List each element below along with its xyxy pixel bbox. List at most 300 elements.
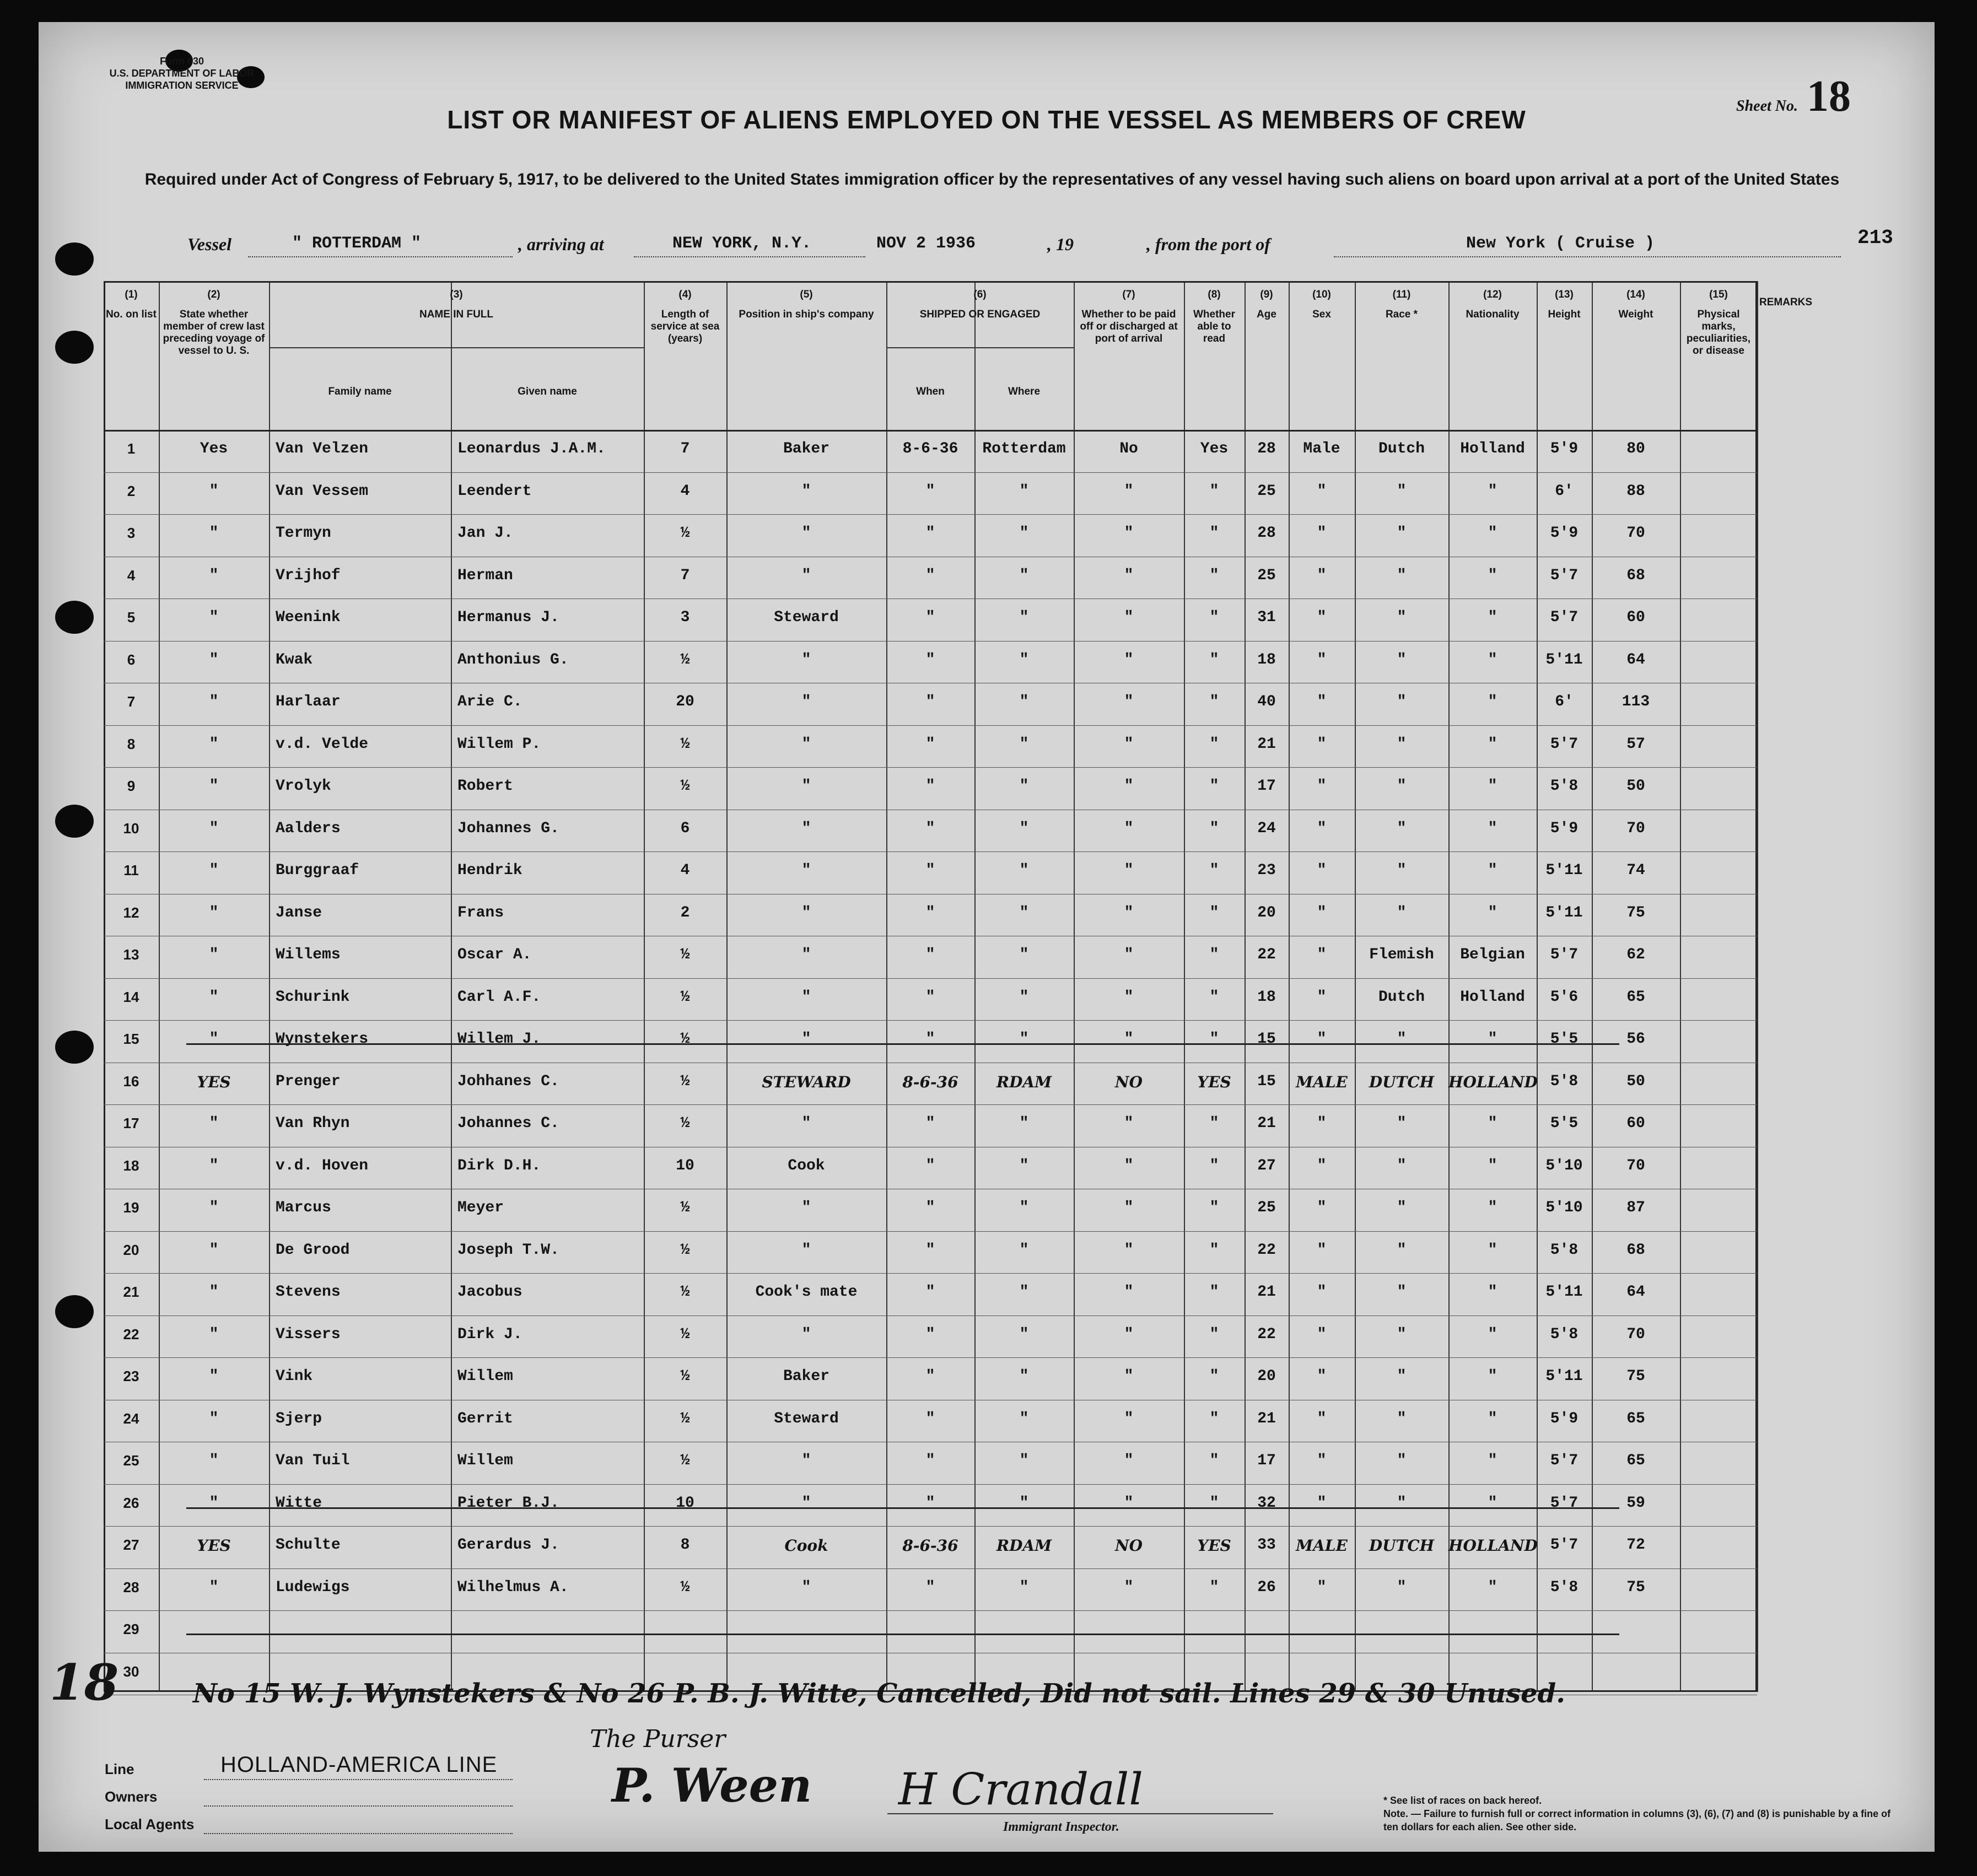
cell-position: " xyxy=(801,946,811,964)
cell-given: Dirk J. xyxy=(457,1325,522,1343)
cell-where: " xyxy=(1019,1031,1029,1048)
cell-service: ½ xyxy=(680,1284,690,1301)
punch-hole xyxy=(55,601,94,634)
cell-race: DUTCH xyxy=(1369,1537,1435,1555)
cell-given: Leendert xyxy=(457,482,532,500)
cell-read: " xyxy=(1209,525,1219,542)
cell-weight: 65 xyxy=(1626,1410,1645,1427)
cell-paid-off: " xyxy=(1124,1199,1134,1217)
cell-given: Johannes G. xyxy=(457,820,559,837)
cell-service: 2 xyxy=(680,904,690,921)
cell-race: " xyxy=(1397,1578,1407,1596)
cell-nationality: " xyxy=(1488,904,1497,921)
cell-family: Kwak xyxy=(276,651,313,669)
cell-weight: 60 xyxy=(1626,609,1645,627)
column-number: (10) xyxy=(1312,289,1331,300)
cell-no: 26 xyxy=(123,1494,139,1511)
cell-height: 5'8 xyxy=(1550,1072,1579,1090)
cell-weight: 50 xyxy=(1626,1072,1645,1090)
cell-sex: " xyxy=(1317,1284,1327,1301)
cell-given: Gerardus J. xyxy=(457,1537,559,1554)
cell-sex: " xyxy=(1317,988,1327,1006)
cell-read: " xyxy=(1209,1157,1219,1174)
cell-where: " xyxy=(1019,1241,1029,1259)
table-row xyxy=(104,936,1757,978)
cell-where: " xyxy=(1019,1452,1029,1470)
cell-read: Yes xyxy=(1200,440,1229,458)
cell-when: " xyxy=(925,609,935,627)
cell-height: 5'11 xyxy=(1545,904,1583,921)
cell-where: " xyxy=(1019,1284,1029,1301)
cell-sex: " xyxy=(1317,525,1327,542)
cell-height: 5'8 xyxy=(1550,1241,1579,1259)
table-row xyxy=(104,1610,1757,1653)
cell-service: ½ xyxy=(680,1115,690,1133)
cell-position: " xyxy=(801,651,811,669)
cell-weight: 87 xyxy=(1626,1199,1645,1217)
cell-position: Baker xyxy=(783,440,829,458)
subheader-rule xyxy=(886,347,1074,348)
cell-position: Cook xyxy=(784,1537,828,1555)
cell-family: Vink xyxy=(276,1368,313,1386)
cell-nationality: " xyxy=(1488,820,1497,837)
manifest-sheet xyxy=(39,22,1935,1852)
cell-nationality: " xyxy=(1488,651,1497,669)
cell-given: Pieter B.J. xyxy=(457,1494,559,1512)
cell-given: Meyer xyxy=(457,1199,504,1217)
cell-position: " xyxy=(801,735,811,753)
cell-read: YES xyxy=(1197,1072,1231,1091)
cell-no: 25 xyxy=(123,1452,139,1469)
cell-height: 5'7 xyxy=(1550,609,1579,627)
cell-when: " xyxy=(925,1241,935,1259)
penalty-footnote: Note. — Failure to furnish full or correct information in columns (3), (6), (7) and (8) is punishable by a fine of ten dollars for each alien. See other side. xyxy=(1383,1808,1891,1832)
cell-prev: " xyxy=(209,1368,219,1386)
column-rule xyxy=(1757,281,1758,1692)
cell-prev: " xyxy=(209,1284,219,1301)
cell-paid-off: " xyxy=(1124,567,1134,584)
voyage-line xyxy=(187,227,1896,262)
cell-sex: " xyxy=(1317,482,1327,500)
subheader-rule xyxy=(269,347,644,348)
column-header-9 xyxy=(1245,289,1289,321)
cell-paid-off: " xyxy=(1124,1284,1134,1301)
cell-nationality: " xyxy=(1488,1452,1497,1470)
arrival-date: NOV 2 1936 xyxy=(876,234,976,253)
cell-race: DUTCH xyxy=(1369,1072,1435,1091)
cell-paid-off: " xyxy=(1124,1115,1134,1133)
cell-read: " xyxy=(1209,1115,1219,1133)
cell-sex: " xyxy=(1317,1199,1327,1217)
local-agents-label: Local Agents xyxy=(105,1816,195,1832)
cell-prev: " xyxy=(209,1325,219,1343)
cell-family: Wynstekers xyxy=(276,1031,369,1048)
cell-position: " xyxy=(801,904,811,921)
cell-given: Hermanus J. xyxy=(457,609,559,627)
cell-where: " xyxy=(1019,609,1029,627)
cell-read: " xyxy=(1209,1284,1219,1301)
cell-position: " xyxy=(801,525,811,542)
cell-position: " xyxy=(801,567,811,584)
cell-where: " xyxy=(1019,1115,1029,1133)
cell-no: 10 xyxy=(123,820,139,837)
page-subtitle: Required under Act of Congress of February 5, 1917, to be delivered to the United States immigration officer by the representatives of any vessel having such aliens on board upon arrival at a port of the United States xyxy=(144,170,1840,188)
cell-paid-off: " xyxy=(1124,1157,1134,1174)
owners-underline xyxy=(204,1805,513,1807)
cell-no: 5 xyxy=(127,609,136,626)
cell-paid-off: " xyxy=(1124,1452,1134,1470)
form-number: Form 630 xyxy=(159,56,204,67)
cell-prev: " xyxy=(209,1199,219,1217)
cell-position: " xyxy=(801,1325,811,1343)
cell-height: 5'11 xyxy=(1545,1284,1583,1301)
cell-nationality: " xyxy=(1488,693,1497,711)
cell-no: 4 xyxy=(127,567,136,584)
cell-given: Willem xyxy=(457,1368,513,1386)
cell-nationality: " xyxy=(1488,1410,1497,1427)
cell-paid-off: No xyxy=(1119,440,1138,458)
table-row xyxy=(104,1568,1757,1611)
cell-where: " xyxy=(1019,1494,1029,1512)
cell-prev: " xyxy=(209,609,219,627)
cell-given: Hendrik xyxy=(457,862,522,880)
cell-position: " xyxy=(801,1199,811,1217)
cell-height: 5'11 xyxy=(1545,1368,1583,1386)
crew-manifest-table xyxy=(104,281,1813,1692)
cell-prev: YES xyxy=(197,1537,231,1555)
cell-when: " xyxy=(925,1031,935,1048)
sheet-number: 18 xyxy=(1807,72,1851,121)
cell-sex: " xyxy=(1317,651,1327,669)
cell-paid-off: NO xyxy=(1115,1537,1143,1555)
cell-prev: " xyxy=(209,482,219,500)
cell-given: Robert xyxy=(457,778,513,795)
cell-paid-off: " xyxy=(1124,778,1134,795)
cell-family: Vrijhof xyxy=(276,567,341,584)
column-label: Length of service at sea (years) xyxy=(650,309,720,344)
cell-when: " xyxy=(925,1199,935,1217)
punch-hole xyxy=(55,805,94,838)
cell-age: 27 xyxy=(1257,1157,1276,1174)
cell-sex: " xyxy=(1317,862,1327,880)
cell-read: " xyxy=(1209,693,1219,711)
cell-no: 30 xyxy=(123,1663,139,1680)
cell-no: 28 xyxy=(123,1578,139,1595)
cell-age: 25 xyxy=(1257,482,1276,500)
cell-service: ½ xyxy=(680,778,690,795)
cell-race: " xyxy=(1397,609,1407,627)
cell-prev: " xyxy=(209,1115,219,1133)
column-number: (5) xyxy=(800,289,813,300)
cell-read: " xyxy=(1209,1325,1219,1343)
cell-position: Steward xyxy=(774,1410,839,1427)
year-label: , 19 xyxy=(1047,234,1074,254)
cell-position: " xyxy=(801,693,811,711)
cell-no: 18 xyxy=(123,1157,139,1174)
cell-race: " xyxy=(1397,1241,1407,1259)
cell-height: 5'5 xyxy=(1550,1031,1579,1048)
from-port-underline xyxy=(1334,256,1841,257)
cell-when: " xyxy=(925,862,935,880)
cell-no: 6 xyxy=(127,651,136,668)
cell-service: ½ xyxy=(680,988,690,1006)
cell-read: " xyxy=(1209,1494,1219,1512)
column-label: Sex xyxy=(1312,309,1331,320)
cell-given: Willem xyxy=(457,1452,513,1470)
cell-paid-off: " xyxy=(1124,525,1134,542)
cell-weight: 70 xyxy=(1626,1157,1645,1174)
cell-when: " xyxy=(925,693,935,711)
cell-height: 5'7 xyxy=(1550,1537,1579,1554)
cell-family: Vissers xyxy=(276,1325,341,1343)
table-row xyxy=(104,851,1757,894)
cell-prev: " xyxy=(209,904,219,921)
cell-when: " xyxy=(925,651,935,669)
cell-where: " xyxy=(1019,693,1029,711)
cell-nationality: " xyxy=(1488,1325,1497,1343)
cell-sex: " xyxy=(1317,1115,1327,1133)
cell-race: " xyxy=(1397,693,1407,711)
cell-position: " xyxy=(801,1452,811,1470)
cell-prev: " xyxy=(209,1157,219,1174)
cell-age: 40 xyxy=(1257,693,1276,711)
cell-weight: 88 xyxy=(1626,482,1645,500)
column-header-11 xyxy=(1355,289,1448,321)
cell-service: 10 xyxy=(676,1494,694,1512)
cell-service: ½ xyxy=(680,735,690,753)
cell-nationality: HOLLAND xyxy=(1448,1537,1538,1555)
cell-no: 29 xyxy=(123,1621,139,1638)
cell-paid-off: " xyxy=(1124,1031,1134,1048)
cell-paid-off: NO xyxy=(1115,1072,1143,1091)
arriving-label: , arriving at xyxy=(518,234,604,254)
cell-prev: YES xyxy=(197,1072,231,1091)
cell-paid-off: " xyxy=(1124,904,1134,921)
cell-position: " xyxy=(801,862,811,880)
cell-paid-off: " xyxy=(1124,1325,1134,1343)
cell-nationality: " xyxy=(1488,1115,1497,1133)
page-title: LIST OR MANIFEST OF ALIENS EMPLOYED ON THE VESSEL AS MEMBERS OF CREW xyxy=(447,105,1526,134)
cell-height: 5'11 xyxy=(1545,651,1583,669)
cell-height: 5'10 xyxy=(1545,1157,1583,1174)
cell-height: 5'7 xyxy=(1550,1452,1579,1470)
table-row xyxy=(104,810,1757,852)
cell-when: " xyxy=(925,988,935,1006)
cell-no: 9 xyxy=(127,778,136,795)
cell-sex: " xyxy=(1317,778,1327,795)
table-row xyxy=(104,1357,1757,1400)
cell-race: " xyxy=(1397,482,1407,500)
cell-nationality: " xyxy=(1488,735,1497,753)
cell-nationality: " xyxy=(1488,778,1497,795)
cell-height: 5'9 xyxy=(1550,525,1579,542)
cell-weight: 75 xyxy=(1626,1368,1645,1386)
cell-no: 3 xyxy=(127,525,136,542)
cell-height: 6' xyxy=(1555,693,1574,711)
cell-nationality: " xyxy=(1488,1157,1497,1174)
column-header-12 xyxy=(1448,289,1537,321)
cell-family: v.d. Velde xyxy=(276,735,369,753)
cell-sex: " xyxy=(1317,1494,1327,1512)
cell-age: 20 xyxy=(1257,904,1276,921)
cell-service: ½ xyxy=(680,946,690,964)
cell-prev: " xyxy=(209,1410,219,1427)
cell-read: " xyxy=(1209,820,1219,837)
cell-weight: 80 xyxy=(1626,440,1645,458)
cell-where: " xyxy=(1019,820,1029,837)
cell-given: Frans xyxy=(457,904,504,921)
cell-position: " xyxy=(801,1241,811,1259)
cell-prev: " xyxy=(209,820,219,837)
cell-given: Johhanes C. xyxy=(457,1072,559,1090)
cell-when: " xyxy=(925,482,935,500)
cell-where: RDAM xyxy=(996,1072,1052,1091)
cell-read: " xyxy=(1209,651,1219,669)
cell-given: Anthonius G. xyxy=(457,651,569,669)
cell-service: 4 xyxy=(680,862,690,880)
cell-age: 18 xyxy=(1257,651,1276,669)
cell-weight: 74 xyxy=(1626,862,1645,880)
cell-height: 5'9 xyxy=(1550,820,1579,837)
cell-read: " xyxy=(1209,482,1219,500)
cell-prev: " xyxy=(209,525,219,542)
cell-when: " xyxy=(925,778,935,795)
cell-weight: 68 xyxy=(1626,567,1645,584)
column-subheader: Where xyxy=(1008,386,1041,397)
cell-height: 5'8 xyxy=(1550,1578,1579,1596)
cell-where: RDAM xyxy=(996,1537,1052,1555)
cell-prev: " xyxy=(209,693,219,711)
cell-nationality: " xyxy=(1488,567,1497,584)
table-row xyxy=(104,514,1757,557)
cell-height: 5'5 xyxy=(1550,1115,1579,1133)
column-header-15 xyxy=(1680,289,1757,357)
cell-weight: 64 xyxy=(1626,651,1645,669)
cell-age: 21 xyxy=(1257,1115,1276,1133)
cell-where: " xyxy=(1019,904,1029,921)
column-label: No. on list xyxy=(106,309,157,320)
table-row xyxy=(104,978,1757,1021)
cell-position: Cook's mate xyxy=(755,1284,858,1301)
column-label: SHIPPED OR ENGAGED xyxy=(919,309,1041,320)
table-row xyxy=(104,557,1757,599)
table-row xyxy=(104,1020,1757,1063)
cell-height: 5'7 xyxy=(1550,567,1579,584)
cell-read: " xyxy=(1209,1578,1219,1596)
cell-family: Van Rhyn xyxy=(276,1115,350,1133)
cell-service: ½ xyxy=(680,525,690,542)
column-header-4 xyxy=(644,289,726,345)
cell-race: " xyxy=(1397,1284,1407,1301)
cell-family: Janse xyxy=(276,904,322,921)
cell-prev: " xyxy=(209,1452,219,1470)
cell-when: " xyxy=(925,1578,935,1596)
cell-read: " xyxy=(1209,609,1219,627)
column-number: (6) xyxy=(973,289,987,300)
inspector-underline xyxy=(887,1813,1273,1814)
cancel-strike-line xyxy=(186,1043,1619,1045)
cell-age: 28 xyxy=(1257,525,1276,542)
cell-read: " xyxy=(1209,567,1219,584)
table-row xyxy=(104,1484,1757,1527)
cell-weight: 75 xyxy=(1626,904,1645,921)
cell-family: Ludewigs xyxy=(276,1578,350,1596)
table-row xyxy=(104,767,1757,810)
cell-where: Rotterdam xyxy=(982,440,1066,458)
cell-service: ½ xyxy=(680,1368,690,1386)
cell-height: 5'7 xyxy=(1550,1494,1579,1512)
cell-prev: " xyxy=(209,862,219,880)
cell-nationality: " xyxy=(1488,1031,1497,1048)
table-row xyxy=(104,1063,1757,1105)
cell-paid-off: " xyxy=(1124,735,1134,753)
cell-prev: " xyxy=(209,735,219,753)
cell-age: 26 xyxy=(1257,1578,1276,1596)
cell-paid-off: " xyxy=(1124,988,1134,1006)
cell-weight: 50 xyxy=(1626,778,1645,795)
cell-read: " xyxy=(1209,1452,1219,1470)
cell-paid-off: " xyxy=(1124,1410,1134,1427)
line-underline xyxy=(204,1779,513,1780)
cell-weight: 65 xyxy=(1626,988,1645,1006)
cell-where: " xyxy=(1019,525,1029,542)
cell-race: " xyxy=(1397,1452,1407,1470)
cell-given: Dirk D.H. xyxy=(457,1157,541,1174)
column-label: Race * xyxy=(1385,309,1418,320)
column-label: Weight xyxy=(1618,309,1653,320)
cell-service: ½ xyxy=(680,1325,690,1343)
cell-prev: " xyxy=(209,1241,219,1259)
cell-no: 14 xyxy=(123,988,139,1005)
cell-where: " xyxy=(1019,778,1029,795)
cell-when: " xyxy=(925,525,935,542)
punch-hole xyxy=(55,331,94,364)
cancel-strike-line xyxy=(186,1507,1619,1509)
column-header-8 xyxy=(1184,289,1245,345)
cell-position: STEWARD xyxy=(762,1072,851,1091)
cell-age: 15 xyxy=(1257,1072,1276,1090)
cell-paid-off: " xyxy=(1124,1578,1134,1596)
cell-weight: 70 xyxy=(1626,1325,1645,1343)
stamp-number: 213 xyxy=(1857,227,1893,249)
cell-age: 31 xyxy=(1257,609,1276,627)
cell-service: 8 xyxy=(680,1537,690,1554)
cell-prev: Yes xyxy=(200,440,228,458)
cell-prev: " xyxy=(209,778,219,795)
cell-weight: 59 xyxy=(1626,1494,1645,1512)
cell-given: Jacobus xyxy=(457,1284,522,1301)
cell-race: " xyxy=(1397,1368,1407,1386)
cell-family: Van Tuil xyxy=(276,1452,350,1470)
cell-prev: " xyxy=(209,1494,219,1512)
sheet-number-label: Sheet No. xyxy=(1736,98,1798,115)
cell-given: Carl A.F. xyxy=(457,988,541,1006)
cell-service: ½ xyxy=(680,1199,690,1217)
column-label: State whether member of crew last preceding voyage of vessel to U. S. xyxy=(163,309,265,357)
cell-read: " xyxy=(1209,946,1219,964)
cell-paid-off: " xyxy=(1124,1494,1134,1512)
cell-race: Dutch xyxy=(1378,440,1425,458)
table-row xyxy=(104,1400,1757,1442)
cell-given: Willem J. xyxy=(457,1031,541,1048)
cell-paid-off: " xyxy=(1124,482,1134,500)
cell-no: 17 xyxy=(123,1115,139,1132)
cell-service: 7 xyxy=(680,440,690,458)
cell-nationality: HOLLAND xyxy=(1448,1072,1538,1091)
cell-when: " xyxy=(925,1452,935,1470)
cell-service: ½ xyxy=(680,651,690,669)
cell-position: " xyxy=(801,1115,811,1133)
